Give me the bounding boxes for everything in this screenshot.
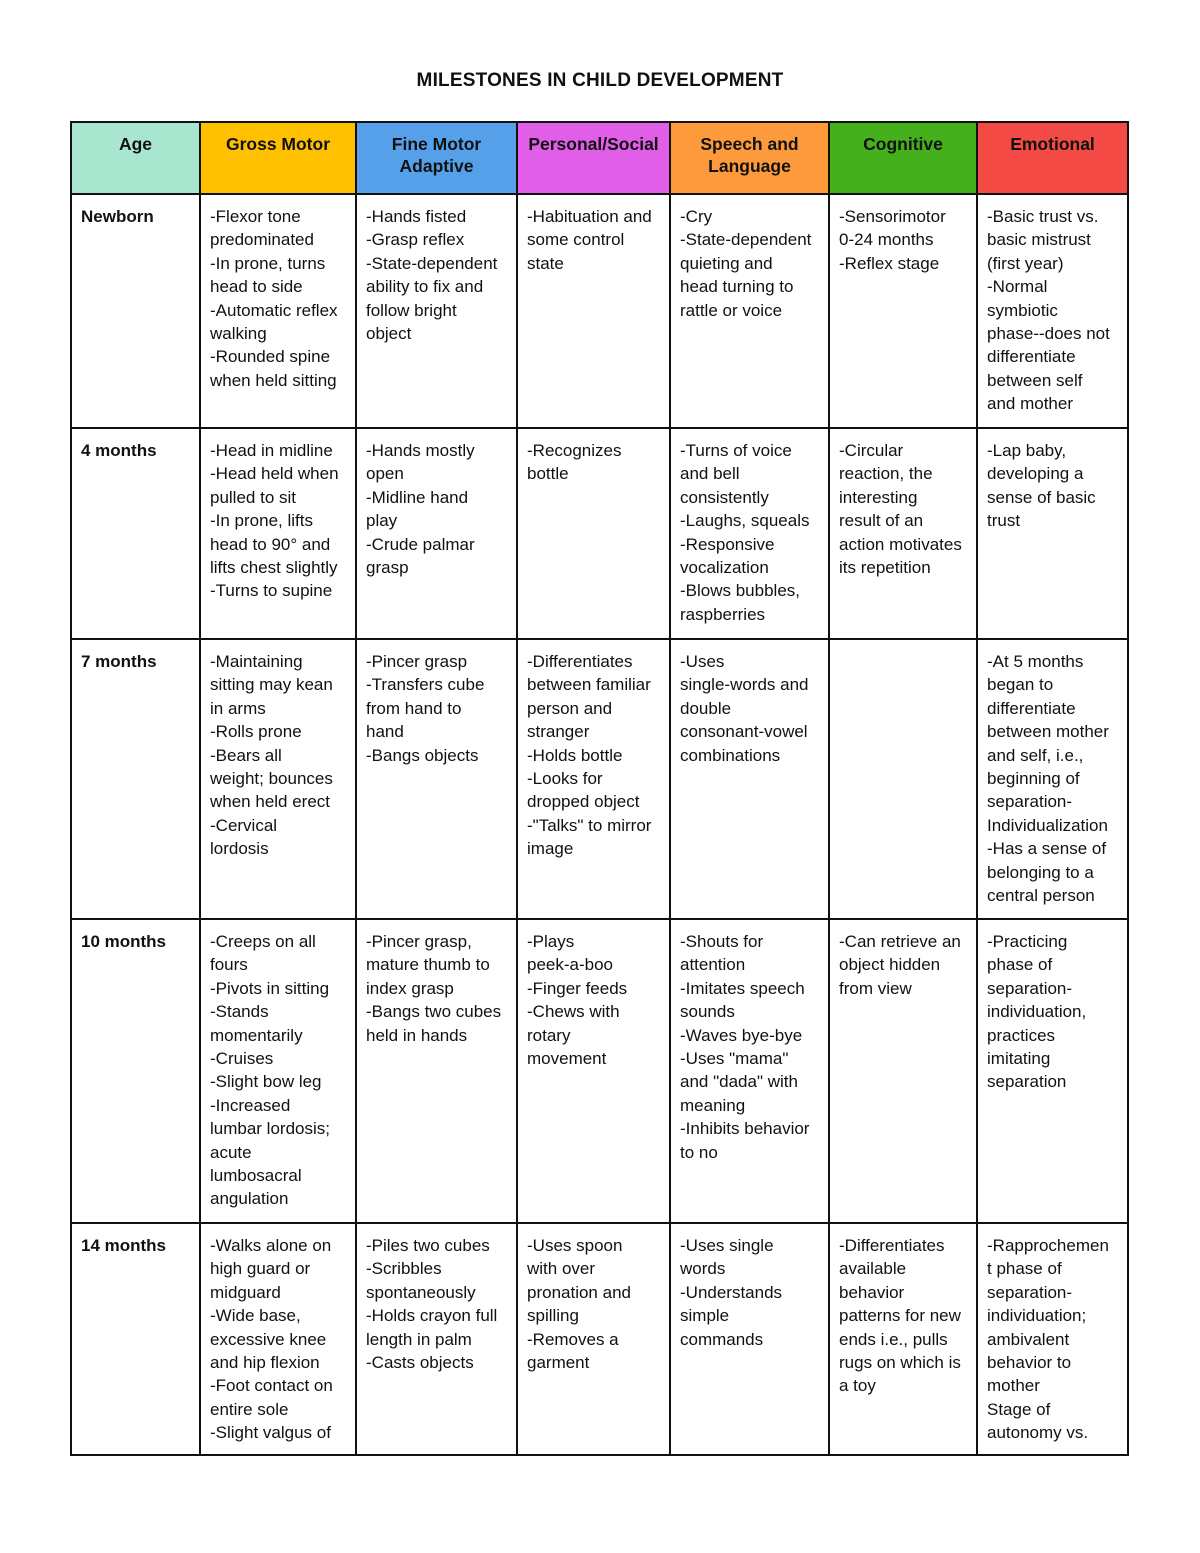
milestone-cell-personal-social bbox=[517, 639, 670, 919]
milestone-line: -Automatic reflex bbox=[210, 300, 338, 320]
milestone-line: held in hands bbox=[366, 1025, 468, 1045]
milestone-line: head to side bbox=[210, 277, 303, 297]
milestone-line: -Cry bbox=[680, 207, 713, 226]
milestone-line: separation- bbox=[987, 1282, 1073, 1302]
milestone-line: from view bbox=[839, 978, 912, 998]
milestone-line: -Head held when bbox=[210, 464, 339, 484]
milestone-line: -Uses bbox=[680, 652, 725, 671]
milestone-cell-fine-motor-adaptive bbox=[356, 1223, 517, 1455]
milestone-line: -At 5 months bbox=[987, 652, 1084, 671]
milestone-line: -Grasp reflex bbox=[366, 230, 465, 250]
milestone-line: -Pivots in sitting bbox=[210, 978, 330, 998]
milestone-line: play bbox=[366, 511, 398, 531]
milestone-line: entire sole bbox=[210, 1399, 289, 1419]
milestone-line: object hidden bbox=[839, 955, 941, 975]
milestone-cell-personal-social bbox=[517, 1223, 670, 1455]
milestone-line: beginning of bbox=[987, 769, 1080, 789]
column-header-gross-motor bbox=[200, 122, 356, 194]
milestone-line: length in palm bbox=[366, 1329, 472, 1349]
milestone-line: commands bbox=[680, 1329, 764, 1349]
milestone-line: -Midline hand bbox=[366, 487, 469, 507]
milestone-line: available bbox=[839, 1259, 907, 1279]
table-row bbox=[71, 919, 1128, 1223]
milestone-line: predominated bbox=[210, 230, 314, 250]
milestone-line: its repetition bbox=[839, 558, 931, 578]
milestone-line: object bbox=[366, 324, 412, 344]
milestone-line: -"Talks" to mirror bbox=[527, 815, 652, 835]
milestone-line: movement bbox=[527, 1049, 607, 1069]
milestone-line: imitating bbox=[987, 1049, 1051, 1069]
milestone-cell-cognitive bbox=[829, 639, 977, 919]
milestone-line: between mother bbox=[987, 722, 1109, 742]
milestone-line: mother bbox=[987, 1376, 1040, 1396]
milestone-line: -Uses "mama" bbox=[680, 1049, 789, 1069]
milestone-line: lumbosacral bbox=[210, 1166, 302, 1186]
milestone-line: -Understands bbox=[680, 1282, 783, 1302]
milestone-line: ambivalent bbox=[987, 1329, 1070, 1349]
table-header-row bbox=[71, 122, 1128, 194]
column-header-label: Gross Motor bbox=[225, 134, 331, 154]
milestone-line: -State-dependent bbox=[680, 230, 812, 250]
age-cell: 14 months bbox=[71, 1223, 200, 1455]
milestone-line: -Pincer grasp bbox=[366, 652, 468, 671]
milestone-line: words bbox=[680, 1259, 726, 1279]
milestone-line: when held sitting bbox=[210, 370, 337, 390]
milestone-line: consistently bbox=[680, 487, 769, 507]
milestone-line: -Circular bbox=[839, 441, 904, 460]
milestone-line: sounds bbox=[680, 1002, 735, 1022]
milestone-line: -Crude palmar bbox=[366, 534, 475, 554]
milestone-line: -Waves bye-bye bbox=[680, 1025, 803, 1045]
milestone-line: and "dada" with bbox=[680, 1072, 798, 1092]
milestone-cell-cognitive bbox=[829, 919, 977, 1223]
milestone-cell-emotional bbox=[977, 919, 1128, 1223]
milestone-line: -Turns of voice bbox=[680, 441, 792, 460]
milestone-line: lordosis bbox=[210, 839, 269, 859]
milestone-line: -Finger feeds bbox=[527, 978, 628, 998]
milestone-line: lumbar lordosis; bbox=[210, 1119, 330, 1139]
age-cell: Newborn bbox=[71, 194, 200, 428]
milestone-cell-fine-motor-adaptive bbox=[356, 194, 517, 428]
milestone-line: stranger bbox=[527, 722, 590, 742]
milestone-line: walking bbox=[210, 324, 267, 344]
milestone-line: separation- bbox=[987, 978, 1073, 998]
milestone-line: state bbox=[527, 253, 564, 273]
milestone-line: quieting and bbox=[680, 253, 773, 273]
milestone-line: -Increased bbox=[210, 1095, 291, 1115]
milestone-line: developing a bbox=[987, 464, 1084, 484]
milestone-line: -Basic trust vs. bbox=[987, 207, 1099, 226]
milestone-line: -Casts objects bbox=[366, 1353, 474, 1373]
milestone-line: differentiate bbox=[987, 698, 1076, 718]
milestone-line: -Transfers cube bbox=[366, 675, 485, 695]
milestone-line: attention bbox=[680, 955, 746, 975]
milestone-cell-gross-motor bbox=[200, 428, 356, 639]
milestone-line: acute bbox=[210, 1142, 252, 1162]
milestone-line: -Bangs two cubes bbox=[366, 1002, 502, 1022]
milestone-line: -Inhibits behavior bbox=[680, 1119, 810, 1139]
milestone-line: between self bbox=[987, 370, 1083, 390]
milestone-line: behavior to bbox=[987, 1353, 1072, 1373]
milestone-line: -Practicing bbox=[987, 932, 1068, 951]
age-cell: 4 months bbox=[71, 428, 200, 639]
milestone-cell-fine-motor-adaptive bbox=[356, 428, 517, 639]
milestone-line: result of an bbox=[839, 511, 924, 531]
column-header-cognitive bbox=[829, 122, 977, 194]
milestone-line: trust bbox=[987, 511, 1021, 531]
milestone-line: -Laughs, squeals bbox=[680, 511, 810, 531]
milestone-line: practices bbox=[987, 1025, 1056, 1045]
milestone-line: rugs on which is bbox=[839, 1353, 961, 1373]
milestone-line: some control bbox=[527, 230, 625, 250]
milestone-cell-gross-motor bbox=[200, 194, 356, 428]
table-row bbox=[71, 194, 1128, 428]
milestone-line: weight; bounces bbox=[210, 769, 333, 789]
milestone-line: phase--does not bbox=[987, 324, 1110, 344]
milestone-line: single-words and bbox=[680, 675, 809, 695]
column-header-personal-social bbox=[517, 122, 670, 194]
milestone-line: Stage of bbox=[987, 1399, 1051, 1419]
milestone-line: in arms bbox=[210, 698, 266, 718]
milestone-line: dropped object bbox=[527, 792, 640, 812]
milestone-line: a toy bbox=[839, 1376, 876, 1396]
milestone-line: between familiar bbox=[527, 675, 651, 695]
milestone-line: double bbox=[680, 698, 732, 718]
milestone-line: -Foot contact on bbox=[210, 1376, 333, 1396]
milestone-line: -In prone, turns bbox=[210, 253, 326, 273]
milestone-line: -Looks for bbox=[527, 769, 603, 789]
milestone-cell-personal-social bbox=[517, 919, 670, 1223]
milestone-line: separation- bbox=[987, 792, 1073, 812]
milestone-line: -Differentiates bbox=[839, 1236, 945, 1255]
milestone-line: -Reflex stage bbox=[839, 253, 940, 273]
milestone-line: autonomy vs. bbox=[987, 1423, 1089, 1443]
milestone-line: -Uses single bbox=[680, 1236, 774, 1255]
milestone-line: -Responsive bbox=[680, 534, 775, 554]
milestone-line: excessive knee bbox=[210, 1329, 327, 1349]
milestone-cell-emotional bbox=[977, 428, 1128, 639]
milestone-line: -Lap baby, bbox=[987, 441, 1067, 460]
milestone-line: simple bbox=[680, 1306, 730, 1326]
milestone-line: -Hands fisted bbox=[366, 207, 467, 226]
milestone-line: -Rapprochemen bbox=[987, 1236, 1109, 1255]
milestone-line: spilling bbox=[527, 1306, 579, 1326]
milestone-line: -Slight valgus of bbox=[210, 1423, 331, 1443]
column-header-emotional bbox=[977, 122, 1128, 194]
milestone-cell-cognitive bbox=[829, 428, 977, 639]
milestone-line: pronation and bbox=[527, 1282, 631, 1302]
milestone-line: -Habituation and bbox=[527, 207, 652, 226]
column-header-label: Language bbox=[708, 156, 791, 176]
milestone-line: combinations bbox=[680, 745, 781, 765]
milestone-line: -Creeps on all bbox=[210, 932, 316, 951]
milestone-line: spontaneously bbox=[366, 1282, 476, 1302]
table-row bbox=[71, 639, 1128, 919]
table-row bbox=[71, 428, 1128, 639]
milestone-cell-gross-motor bbox=[200, 639, 356, 919]
milestone-line: angulation bbox=[210, 1189, 289, 1209]
milestone-line: with over bbox=[527, 1259, 596, 1279]
milestone-line: mature thumb to bbox=[366, 955, 490, 975]
milestone-line: garment bbox=[527, 1353, 590, 1373]
column-header-speech-and-language bbox=[670, 122, 829, 194]
table-body bbox=[71, 194, 1128, 1455]
milestone-line: open bbox=[366, 464, 404, 484]
milestone-line: -Holds bottle bbox=[527, 745, 623, 765]
milestone-line: image bbox=[527, 839, 574, 859]
milestone-line: belonging to a bbox=[987, 862, 1094, 882]
milestone-line: index grasp bbox=[366, 978, 454, 998]
milestone-line: -Plays bbox=[527, 932, 575, 951]
milestone-line: ends i.e., pulls bbox=[839, 1329, 948, 1349]
milestone-line: when held erect bbox=[210, 792, 331, 812]
milestone-line: -Cervical bbox=[210, 815, 278, 835]
milestone-line: -Can retrieve an bbox=[839, 932, 961, 951]
milestone-line: patterns for new bbox=[839, 1306, 961, 1326]
milestone-line: -Piles two cubes bbox=[366, 1236, 490, 1255]
milestone-line: -Scribbles bbox=[366, 1259, 442, 1279]
milestone-line: -Recognizes bbox=[527, 441, 622, 460]
milestone-cell-speech-and-language bbox=[670, 428, 829, 639]
column-header-label: Speech and bbox=[700, 134, 799, 154]
milestone-line: head to 90° and bbox=[210, 534, 331, 554]
milestone-line: and bell bbox=[680, 464, 740, 484]
milestone-line: to no bbox=[680, 1142, 718, 1162]
milestone-cell-personal-social bbox=[517, 428, 670, 639]
milestone-line: -Turns to supine bbox=[210, 581, 333, 601]
milestone-line: Individualization bbox=[987, 815, 1108, 835]
milestone-cell-fine-motor-adaptive bbox=[356, 919, 517, 1223]
milestone-line: momentarily bbox=[210, 1025, 303, 1045]
milestone-line: sitting may kean bbox=[210, 675, 333, 695]
column-header-label: Personal/Social bbox=[528, 134, 659, 154]
milestone-line: -Wide base, bbox=[210, 1306, 301, 1326]
milestone-line: -Sensorimotor bbox=[839, 207, 946, 226]
milestone-line: -Walks alone on bbox=[210, 1236, 332, 1255]
milestone-line: -Has a sense of bbox=[987, 839, 1107, 859]
milestone-line: individuation, bbox=[987, 1002, 1087, 1022]
milestone-line: t phase of bbox=[987, 1259, 1062, 1279]
milestone-line: from hand to bbox=[366, 698, 462, 718]
column-header-label: Emotional bbox=[1010, 134, 1095, 154]
milestone-line: and mother bbox=[987, 394, 1073, 414]
column-header-label: Cognitive bbox=[863, 134, 943, 154]
milestone-line: central person bbox=[987, 886, 1095, 906]
milestone-line: -Pincer grasp, bbox=[366, 932, 472, 951]
milestone-line: (first year) bbox=[987, 253, 1064, 273]
milestones-table bbox=[70, 121, 1129, 1456]
milestone-line: raspberries bbox=[680, 604, 766, 624]
milestone-line: -Shouts for bbox=[680, 932, 764, 951]
milestone-line: action motivates bbox=[839, 534, 962, 554]
column-header-label: Adaptive bbox=[399, 156, 474, 176]
milestone-line: high guard or bbox=[210, 1259, 311, 1279]
milestone-cell-emotional bbox=[977, 1223, 1128, 1455]
milestone-cell-speech-and-language bbox=[670, 639, 829, 919]
milestone-line: -Flexor tone bbox=[210, 207, 301, 226]
milestone-line: rotary bbox=[527, 1025, 571, 1045]
milestone-line: head turning to bbox=[680, 277, 794, 297]
milestone-cell-emotional bbox=[977, 194, 1128, 428]
milestone-line: midguard bbox=[210, 1282, 281, 1302]
age-cell: 7 months bbox=[71, 639, 200, 919]
milestone-line: -Rolls prone bbox=[210, 722, 302, 742]
milestone-line: follow bright bbox=[366, 300, 457, 320]
milestone-line: individuation; bbox=[987, 1306, 1087, 1326]
milestone-line: bottle bbox=[527, 464, 569, 484]
milestone-line: rattle or voice bbox=[680, 300, 783, 320]
milestone-line: -Maintaining bbox=[210, 652, 303, 671]
milestone-cell-cognitive bbox=[829, 194, 977, 428]
milestone-line: -Hands mostly bbox=[366, 441, 475, 460]
milestone-line: -Uses spoon bbox=[527, 1236, 623, 1255]
milestone-cell-personal-social bbox=[517, 194, 670, 428]
milestone-line: peek-a-boo bbox=[527, 955, 614, 975]
milestone-line: hand bbox=[366, 722, 404, 742]
milestone-cell-speech-and-language bbox=[670, 1223, 829, 1455]
milestone-line: and self, i.e., bbox=[987, 745, 1084, 765]
milestone-line: began to bbox=[987, 675, 1054, 695]
milestone-line: lifts chest slightly bbox=[210, 558, 338, 578]
table-row bbox=[71, 1223, 1128, 1455]
milestone-line: fours bbox=[210, 955, 248, 975]
milestone-line: ability to fix and bbox=[366, 277, 484, 297]
column-header-label: Fine Motor bbox=[391, 134, 482, 154]
milestone-cell-gross-motor bbox=[200, 919, 356, 1223]
milestone-line: grasp bbox=[366, 558, 409, 578]
document-title: MILESTONES IN CHILD DEVELOPMENT bbox=[416, 70, 784, 91]
milestone-line: meaning bbox=[680, 1095, 746, 1115]
milestone-line: -Differentiates bbox=[527, 652, 633, 671]
milestone-line: -State-dependent bbox=[366, 253, 498, 273]
milestone-line: pulled to sit bbox=[210, 487, 296, 507]
milestone-line: sense of basic bbox=[987, 487, 1096, 507]
column-header-fine-motor-adaptive bbox=[356, 122, 517, 194]
milestone-line: -Chews with bbox=[527, 1002, 620, 1022]
milestone-line: 0-24 months bbox=[839, 230, 934, 250]
milestone-line: -Cruises bbox=[210, 1049, 274, 1069]
milestone-line: -Removes a bbox=[527, 1329, 619, 1349]
milestone-cell-speech-and-language bbox=[670, 194, 829, 428]
milestone-line: vocalization bbox=[680, 558, 769, 578]
milestone-cell-cognitive bbox=[829, 1223, 977, 1455]
milestone-cell-emotional bbox=[977, 639, 1128, 919]
milestone-line: -Stands bbox=[210, 1002, 269, 1022]
milestone-line: -In prone, lifts bbox=[210, 511, 313, 531]
milestone-line: -Head in midline bbox=[210, 441, 333, 460]
milestone-line: and hip flexion bbox=[210, 1353, 320, 1373]
milestone-cell-fine-motor-adaptive bbox=[356, 639, 517, 919]
milestone-cell-speech-and-language bbox=[670, 919, 829, 1223]
milestone-line: differentiate bbox=[987, 347, 1076, 367]
milestone-line: reaction, the bbox=[839, 464, 933, 484]
milestone-line: -Slight bow leg bbox=[210, 1072, 322, 1092]
milestone-line: -Bears all bbox=[210, 745, 282, 765]
milestone-line: -Holds crayon full bbox=[366, 1306, 498, 1326]
milestone-line: -Blows bubbles, bbox=[680, 581, 801, 601]
milestone-line: behavior bbox=[839, 1282, 905, 1302]
milestone-line: phase of bbox=[987, 955, 1053, 975]
milestone-line: symbiotic bbox=[987, 300, 1058, 320]
milestone-line: -Bangs objects bbox=[366, 745, 479, 765]
milestone-line: consonant-vowel bbox=[680, 722, 808, 742]
milestone-line: person and bbox=[527, 698, 613, 718]
milestone-cell-gross-motor bbox=[200, 1223, 356, 1455]
column-header-age bbox=[71, 122, 200, 194]
age-cell: 10 months bbox=[71, 919, 200, 1223]
milestone-line: interesting bbox=[839, 487, 918, 507]
milestone-line: -Normal bbox=[987, 277, 1048, 297]
milestone-line: -Rounded spine bbox=[210, 347, 331, 367]
column-header-label: Age bbox=[118, 134, 153, 154]
milestone-line: -Imitates speech bbox=[680, 978, 805, 998]
milestone-line: separation bbox=[987, 1072, 1067, 1092]
milestone-line: basic mistrust bbox=[987, 230, 1091, 250]
